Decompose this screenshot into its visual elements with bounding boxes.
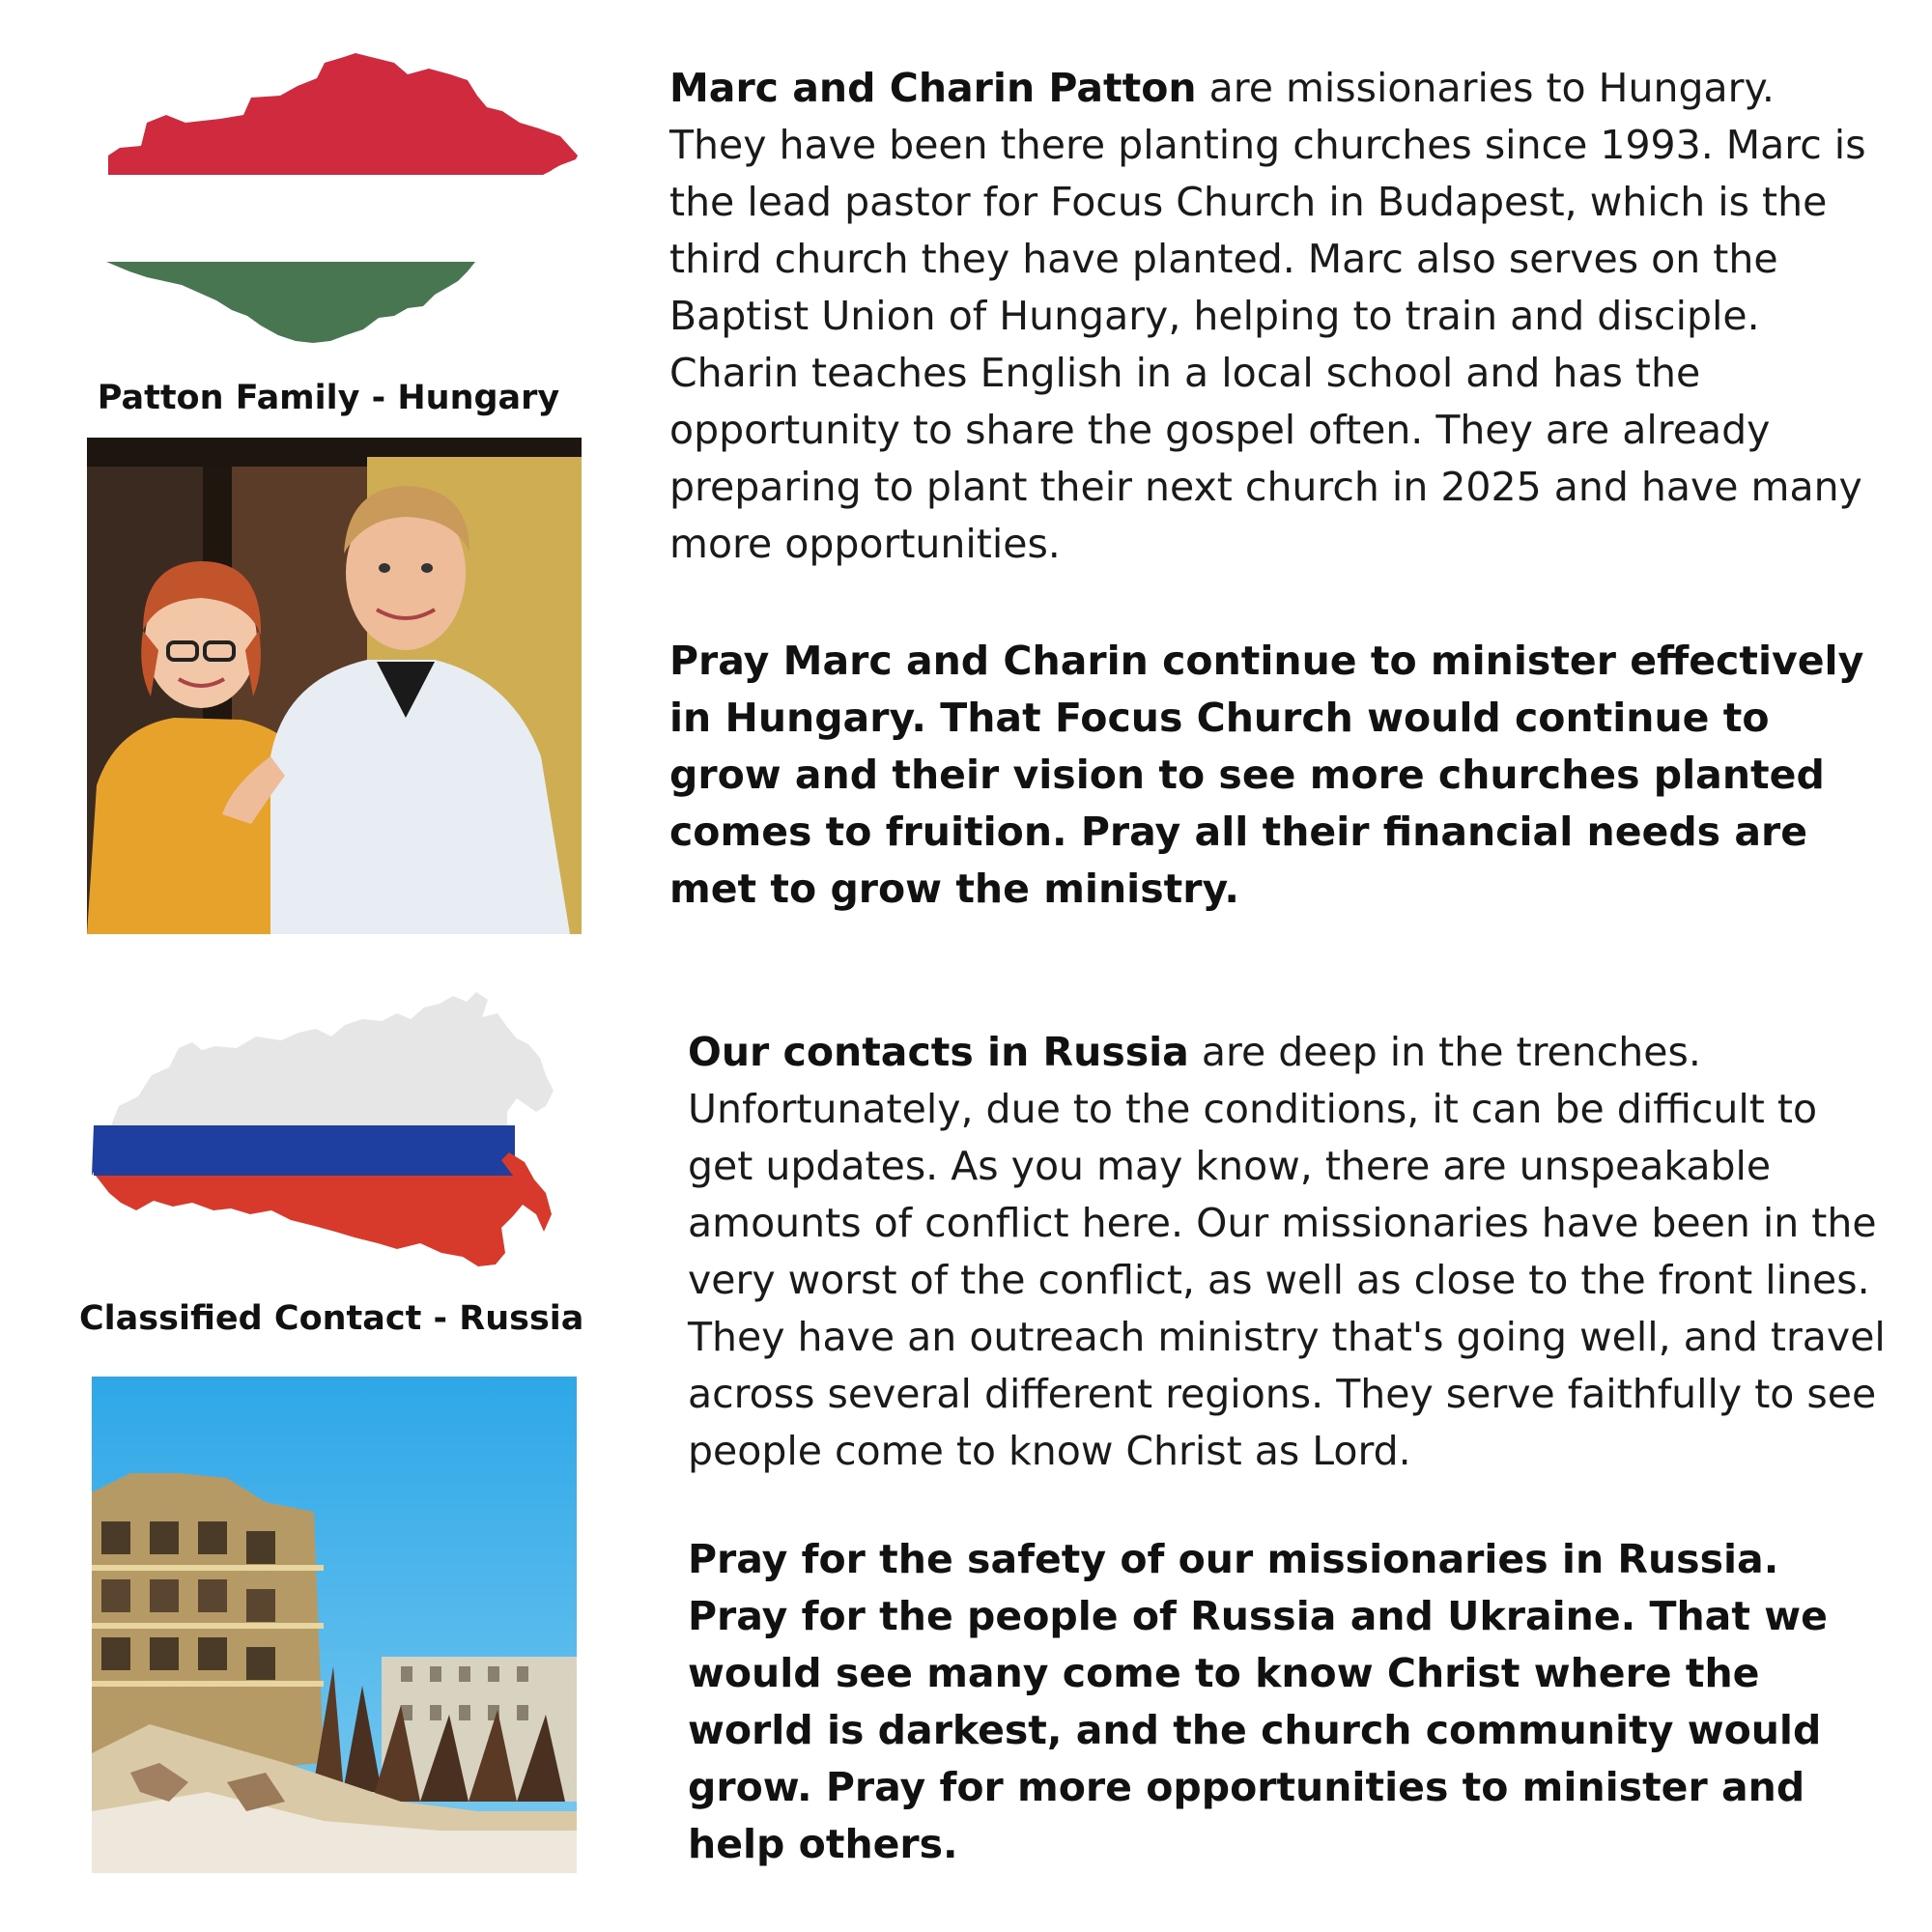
russia-intro-bold: Our contacts in Russia: [688, 1029, 1189, 1075]
hungary-caption: Patton Family - Hungary: [97, 379, 560, 417]
hungary-prayer-request: Pray Marc and Charin continue to minister effectively in Hungary. That Focus Church would continue to grow and their vision to see more churches planted comes to fruition. Pray all their financial needs are met to grow the ministry.: [669, 638, 1864, 912]
hungary-map-red-base: [108, 156, 578, 175]
russia-destroyed-building-photo: [92, 1377, 577, 1873]
hungary-intro-text: are missionaries to Hungary. They have been there planting churches since 1993. Marc is the lead pastor for Focus Church in Budapest, which is the third church they have planted. Marc also serves on the Baptist Union of Hungary, helping to train and disciple. Charin teaches English in a local school and has the opportunity to share the gospel often. They are already preparing to plant their next church in 2025 and have many more opportunities.: [669, 65, 1866, 567]
hungary-map-green-stripe: [106, 262, 475, 343]
russia-description: [688, 1024, 1886, 1480]
russia-intro-text: are deep in the trenches. Unfortunately, due to the conditions, it can be difficult to get updates. As you may know, there are unspeakable amounts of conflict here. Our missionaries have been in the very worst of the conflict, as well as close to the front lines. They have an outreach ministry that's going well, and travel across several different regions. They serve faithfully to see people come to know Christ as Lord.: [688, 1029, 1886, 1474]
patton-family-photo: [87, 438, 582, 934]
russia-caption: Classified Contact - Russia: [79, 1299, 584, 1338]
russia-map-blue-stripe: [94, 1125, 515, 1176]
russia-flag-map: [92, 990, 575, 1270]
hungary-description: [669, 60, 1877, 573]
hungary-flag-map: [106, 53, 580, 362]
hungary-intro-bold: Marc and Charin Patton: [669, 65, 1197, 111]
russia-map-white-stripe: [111, 992, 554, 1125]
russia-prayer-request: Pray for the safety of our missionaries in Russia. Pray for the people of Russia and Ukraine. That we would see many come to know Christ where the world is darkest, and the church community would grow. Pray for more opportunities to minister and help others.: [688, 1536, 1828, 1867]
